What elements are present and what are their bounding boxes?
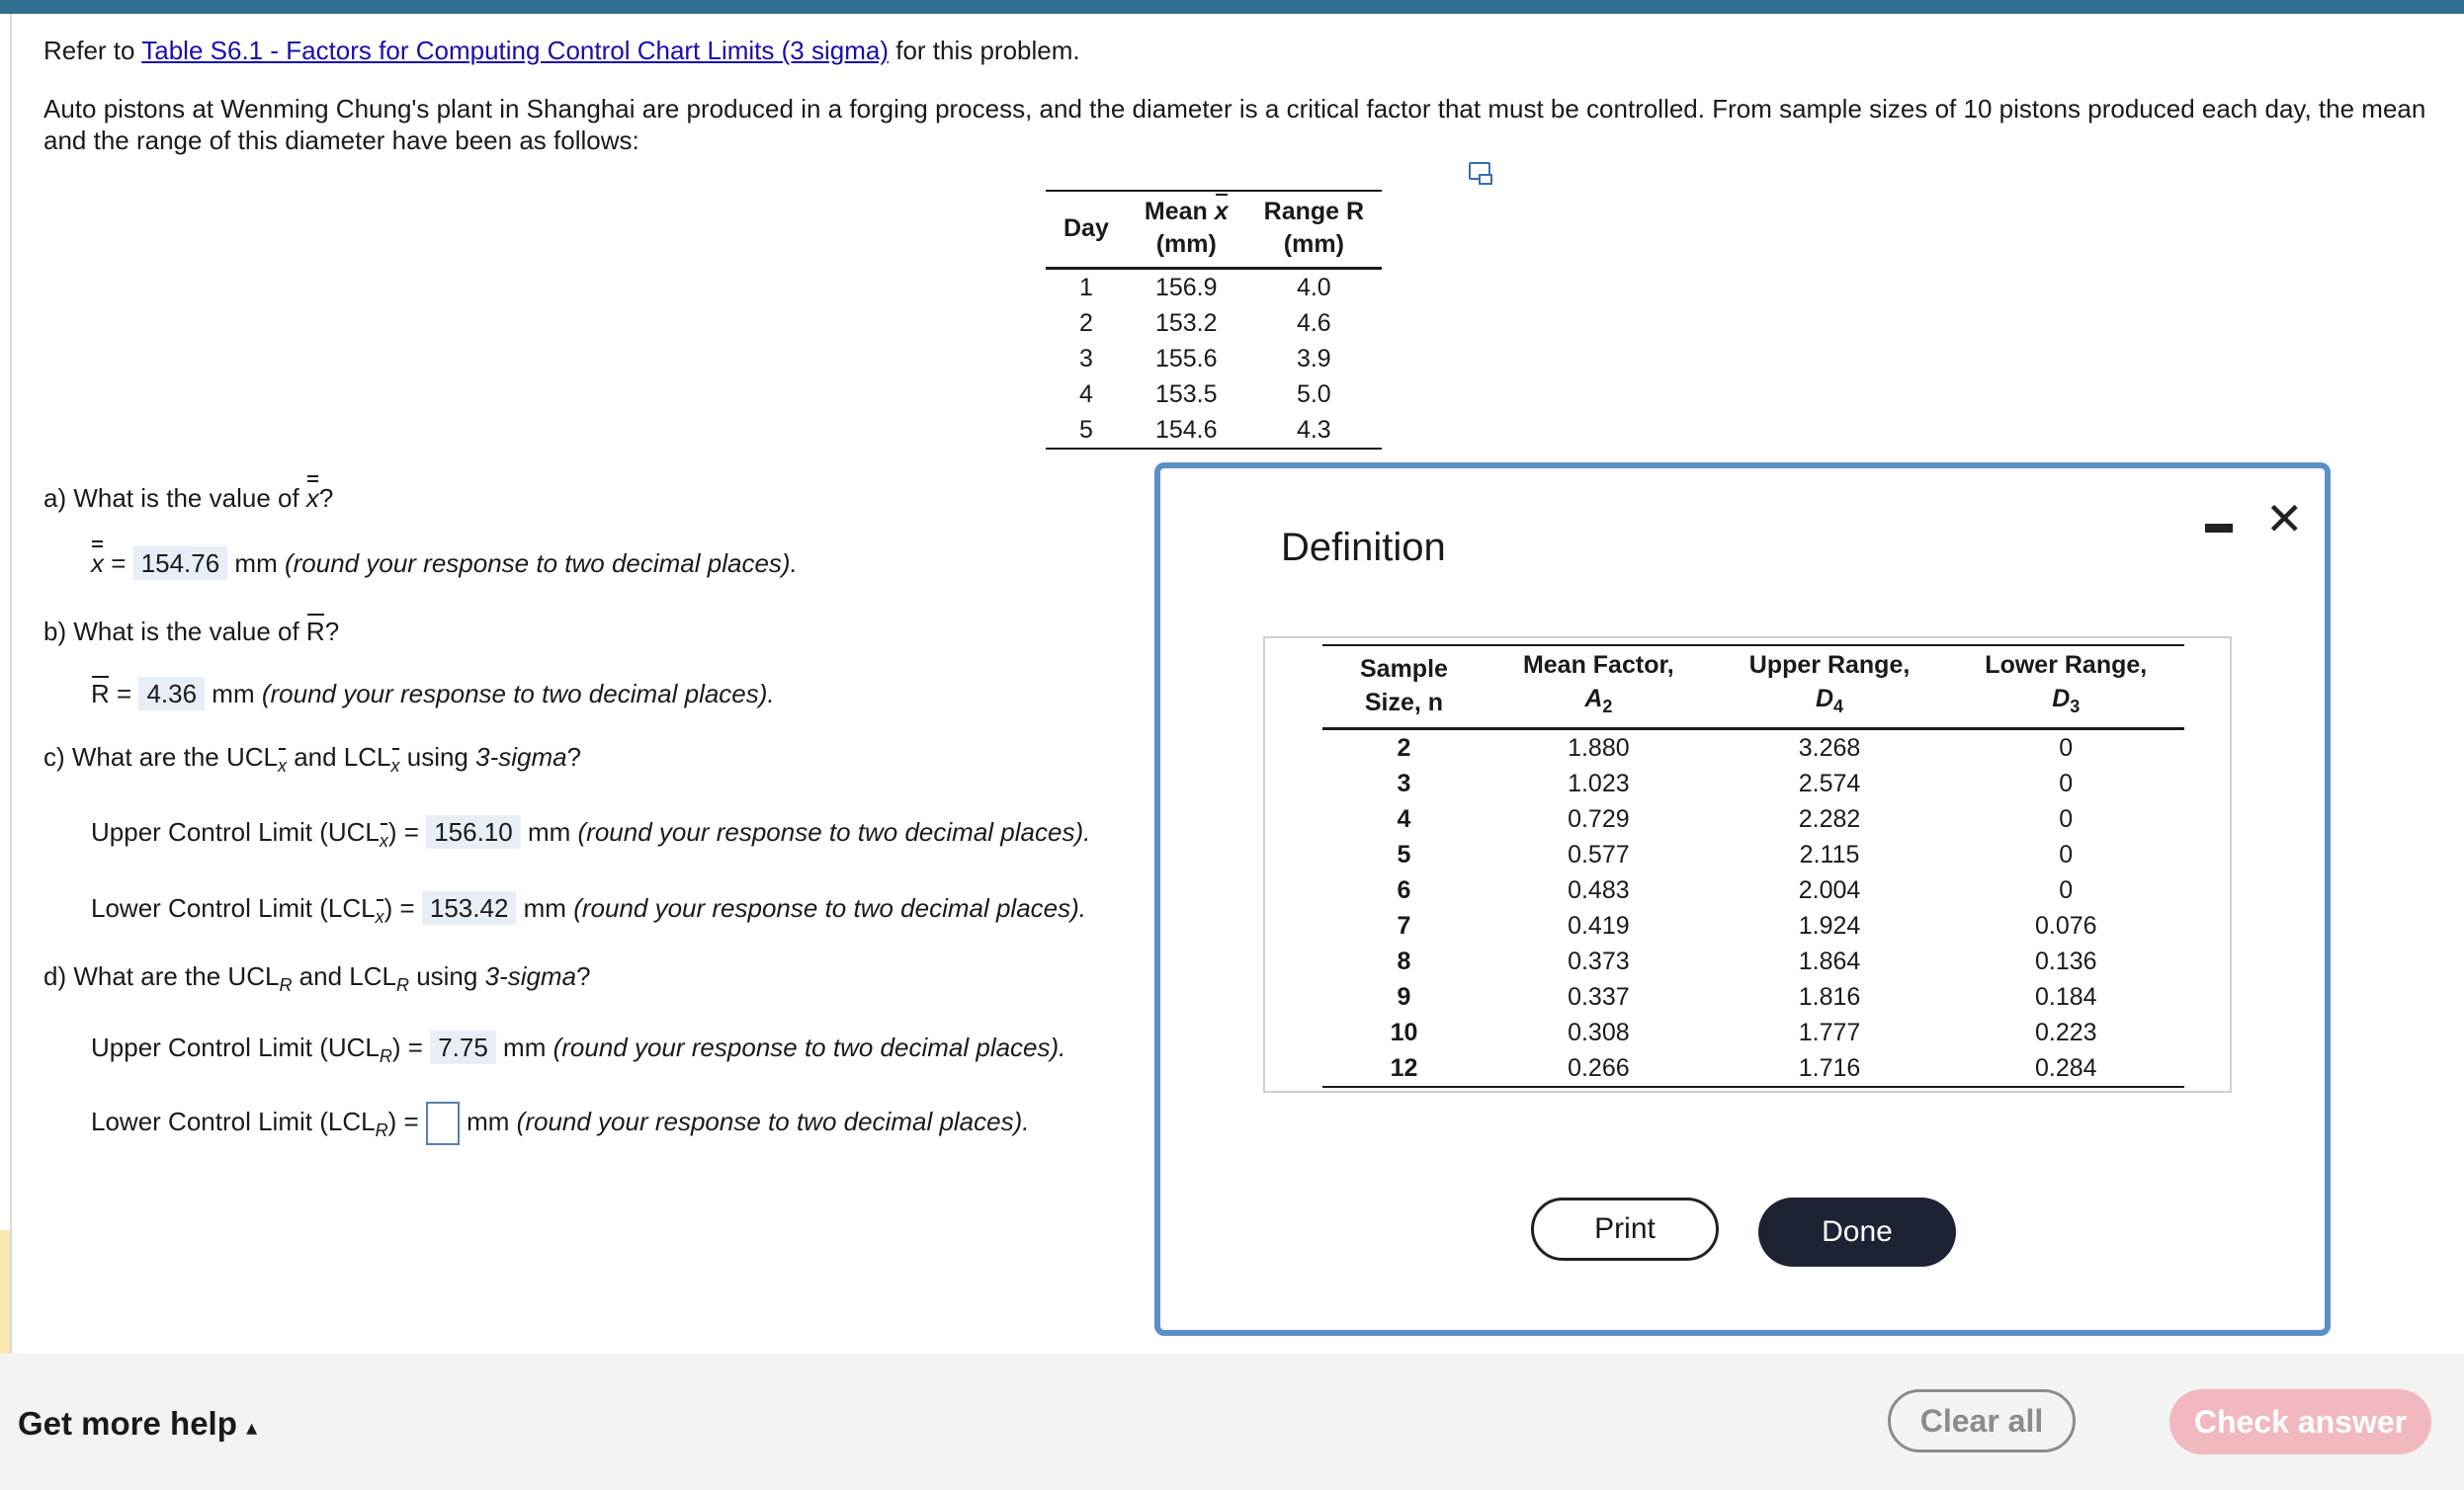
table-row xyxy=(1046,305,1382,341)
d3-h2: D xyxy=(2052,685,2071,712)
cell-a2: 0.577 xyxy=(1568,841,1630,869)
lcl-x-unit: mm xyxy=(523,893,566,923)
cell-day: 3 xyxy=(1078,345,1093,372)
close-icon[interactable]: ✕ xyxy=(2265,493,2304,544)
table-row xyxy=(1046,269,1382,306)
cell-d4: 2.574 xyxy=(1798,770,1861,797)
print-button[interactable]: Print xyxy=(1531,1198,1719,1261)
lcl-r-eq: = xyxy=(403,1106,419,1136)
lcl-x-hint: (round your response to two decimal places). xyxy=(573,893,1087,923)
qd-sub1: R xyxy=(279,975,293,995)
table-row xyxy=(1322,801,2184,837)
col-mean xyxy=(1127,191,1246,269)
aa-var: x xyxy=(91,548,104,578)
table-row xyxy=(1322,872,2184,908)
table-row xyxy=(1046,341,1382,376)
answer-c-ucl-line: Upper Control Limit (UCLx) = 156.10 mm (round your response to two decimal places). xyxy=(91,816,1090,857)
check-answer-button[interactable]: Check answer xyxy=(2169,1389,2431,1454)
problem-statement: Auto pistons at Wenming Chung's plant in Shanghai are produced in a forging process, and the diameter is a critical factor that must be controlled. From sample sizes of 10 pistons produced each day, the mean and the range of this diameter have been as follows: xyxy=(43,94,2426,155)
ucl-x-sub: x xyxy=(380,825,388,857)
qd-q: ? xyxy=(576,961,591,991)
cell-d4: 1.716 xyxy=(1712,1050,1948,1087)
cell-range: 4.6 xyxy=(1296,309,1331,337)
cell-d4: 1.864 xyxy=(1798,948,1861,975)
a2-h2: A xyxy=(1584,685,1603,712)
qb-var: R xyxy=(305,617,325,646)
cell-d4: 2.282 xyxy=(1798,805,1861,833)
mean-label: Mean xyxy=(1144,198,1208,225)
cell-a2: 0.483 xyxy=(1568,876,1630,904)
cell-n: 4 xyxy=(1397,805,1411,833)
ab-var: R xyxy=(91,679,110,708)
question-c xyxy=(43,741,581,782)
cell-n: 9 xyxy=(1397,983,1411,1011)
cell-d4: 1.924 xyxy=(1798,912,1861,940)
cell-mean: 153.2 xyxy=(1154,309,1218,337)
factor-table-box xyxy=(1263,636,2232,1093)
col-a2 xyxy=(1486,645,1712,729)
minimize-icon[interactable] xyxy=(2205,524,2233,533)
d4-h2: D xyxy=(1815,685,1834,712)
ucl-x-label: Upper Control Limit (UCL xyxy=(91,817,380,847)
cell-n: 7 xyxy=(1397,912,1411,940)
cell-a2: 0.266 xyxy=(1486,1050,1712,1087)
table-row xyxy=(1046,412,1382,449)
cell-mean: 155.6 xyxy=(1154,345,1218,372)
cell-range: 3.9 xyxy=(1296,345,1331,372)
col-d4 xyxy=(1712,645,1948,729)
cell-d3: 0 xyxy=(2059,734,2074,762)
range-label: Range R xyxy=(1263,198,1365,225)
cell-mean: 154.6 xyxy=(1127,412,1246,449)
lcl-r-label: Lower Control Limit (LCL xyxy=(91,1106,376,1136)
ucl-x-hint: (round your response to two decimal places). xyxy=(577,817,1091,847)
cell-n: 5 xyxy=(1397,841,1411,869)
qc-prompt-a: c) What are the UCL xyxy=(43,742,278,772)
col-d3 xyxy=(1947,645,2184,729)
definition-dialog xyxy=(1154,462,2331,1336)
qd-prompt-a: d) What are the UCL xyxy=(43,961,280,991)
cell-d4: 2.115 xyxy=(1799,841,1860,869)
qc-q: ? xyxy=(566,742,582,772)
left-divider xyxy=(10,14,12,1354)
cell-n: 8 xyxy=(1397,948,1411,975)
qc-sub1: x xyxy=(278,750,287,782)
n-h1: Sample xyxy=(1360,655,1448,683)
caret-up-icon: ▴ xyxy=(246,1415,258,1440)
qc-sub2: x xyxy=(391,750,400,782)
qc-sigma: 3-sigma xyxy=(475,742,567,772)
d3-sub: 3 xyxy=(2070,697,2081,716)
table-row xyxy=(1322,1050,2184,1087)
col-range xyxy=(1246,191,1382,269)
aa-unit: mm xyxy=(234,548,278,578)
cell-a2: 0.308 xyxy=(1568,1019,1630,1046)
col-sample-size xyxy=(1322,645,1486,729)
factor-table xyxy=(1322,644,2184,1088)
table-s6-link[interactable]: Table S6.1 - Factors for Computing Control Chart Limits (3 sigma) xyxy=(141,36,889,65)
cell-day: 2 xyxy=(1078,309,1093,337)
lcl-x-field[interactable]: 153.42 xyxy=(422,891,517,925)
expand-table-icon[interactable] xyxy=(1469,162,1490,180)
cell-d3: 0 xyxy=(2059,841,2074,869)
done-button[interactable]: Done xyxy=(1758,1198,1956,1267)
qd-prompt-c: using xyxy=(408,961,485,991)
cell-a2: 0.373 xyxy=(1568,948,1630,975)
refer-text: Refer to xyxy=(43,36,135,65)
d4-h1: Upper Range, xyxy=(1748,651,1911,679)
table-row xyxy=(1322,766,2184,801)
answer-d-lcl-line: Lower Control Limit $(LCL_R)$ = mm (round your response to two decimal places). xyxy=(91,1102,1029,1146)
table-row xyxy=(1322,837,2184,872)
lcl-r-input[interactable] xyxy=(426,1102,460,1145)
ucl-r-label: Upper Control Limit (UCL xyxy=(91,1033,380,1062)
d3-h1: Lower Range, xyxy=(1985,651,2148,679)
cell-mean: 153.5 xyxy=(1154,380,1218,408)
a2-sub: 2 xyxy=(1602,697,1613,716)
cell-d4: 2.004 xyxy=(1798,876,1861,904)
refer-suffix: for this problem. xyxy=(895,36,1080,65)
answer-b-line xyxy=(91,678,775,709)
cell-d3: 0.284 xyxy=(1947,1050,2184,1087)
range-unit: (mm) xyxy=(1283,230,1344,258)
cell-d3: 0.223 xyxy=(2034,1019,2097,1046)
cell-n: 10 xyxy=(1390,1019,1418,1046)
col-day: Day xyxy=(1046,191,1127,269)
cell-d3: 0.076 xyxy=(2034,912,2097,940)
cell-d3: 0.136 xyxy=(2034,948,2097,975)
ab-hint: (round your response to two decimal places). xyxy=(261,679,775,708)
table-row xyxy=(1322,729,2184,767)
n-h2: Size, n xyxy=(1364,689,1444,716)
cell-a2: 0.337 xyxy=(1568,983,1630,1011)
qa-var: x xyxy=(305,483,319,513)
cell-d3: 0 xyxy=(2059,770,2074,797)
lcl-x-eq: = xyxy=(399,893,415,923)
question-d xyxy=(43,960,591,1001)
a2-h1: Mean Factor, xyxy=(1522,651,1674,679)
answer-a-line xyxy=(91,547,798,579)
cell-d4: 1.816 xyxy=(1798,983,1861,1011)
table-row xyxy=(1322,979,2184,1015)
ucl-r-eq: = xyxy=(407,1033,423,1062)
aa-eq: = xyxy=(111,548,127,578)
refer-line xyxy=(43,35,1080,66)
cell-n: 12 xyxy=(1322,1050,1486,1087)
qd-prompt-b: and LCL xyxy=(292,961,396,991)
answer-a-field[interactable]: 154.76 xyxy=(133,546,228,580)
cell-day: 5 xyxy=(1046,412,1127,449)
ab-unit: mm xyxy=(212,679,255,708)
table-row xyxy=(1322,944,2184,979)
left-accent xyxy=(0,1230,10,1354)
answer-c-lcl-line: Lower Control Limit (LCLx) = 153.42 mm (round your response to two decimal places). xyxy=(91,892,1086,933)
cell-a2: 1.880 xyxy=(1568,734,1630,762)
ucl-r-hint: (round your response to two decimal places). xyxy=(552,1033,1066,1062)
cell-range: 4.3 xyxy=(1246,412,1382,449)
lcl-r-sub: R xyxy=(375,1119,388,1140)
qa-prompt: a) What is the value of xyxy=(43,483,306,513)
qa-q: ? xyxy=(318,483,334,513)
question-b xyxy=(43,616,339,647)
cell-a2: 1.023 xyxy=(1568,770,1630,797)
get-more-help-button[interactable] xyxy=(18,1405,257,1443)
ucl-x-field[interactable]: 156.10 xyxy=(426,815,521,849)
help-label: Get more help xyxy=(18,1405,237,1442)
cell-range: 4.0 xyxy=(1296,274,1331,301)
cell-a2: 0.729 xyxy=(1568,805,1630,833)
lcl-r-hint: (round your response to two decimal places). xyxy=(516,1106,1030,1136)
ucl-x-unit: mm xyxy=(527,817,571,847)
ucl-r-unit: mm xyxy=(503,1033,547,1062)
ab-eq: = xyxy=(117,679,132,708)
cell-day: 4 xyxy=(1078,380,1093,408)
cell-day: 1 xyxy=(1078,274,1093,301)
cell-d4: 3.268 xyxy=(1798,734,1861,762)
table-row xyxy=(1322,908,2184,944)
cell-d3: 0 xyxy=(2059,805,2074,833)
table-row xyxy=(1322,1015,2184,1050)
lcl-r-unit: mm xyxy=(467,1106,510,1136)
cell-n: 2 xyxy=(1397,734,1411,762)
cell-d4: 1.777 xyxy=(1798,1019,1861,1046)
piston-data-table xyxy=(1046,190,1382,450)
d4-sub: 4 xyxy=(1833,697,1844,716)
top-bar xyxy=(0,0,2464,14)
table-row xyxy=(1046,376,1382,412)
mean-unit: (mm) xyxy=(1155,230,1217,258)
qb-q: ? xyxy=(324,617,340,646)
lcl-x-label: Lower Control Limit (LCL xyxy=(91,893,376,923)
answer-d-ucl-line: Upper Control Limit $(UCL_R) = 7.75$ mm (round your response to two decimal places). xyxy=(91,1033,1066,1066)
qc-prompt-b: and LCL xyxy=(286,742,391,772)
cell-mean: 156.9 xyxy=(1154,274,1218,301)
footer-bar xyxy=(0,1354,2464,1490)
dialog-title: Definition xyxy=(1281,526,1446,569)
cell-range: 5.0 xyxy=(1296,380,1331,408)
clear-all-button[interactable]: Clear all xyxy=(1888,1389,2076,1452)
cell-d3: 0 xyxy=(2059,876,2074,904)
cell-n: 3 xyxy=(1397,770,1411,797)
lcl-x-sub: x xyxy=(376,901,384,933)
cell-d3: 0.184 xyxy=(2034,983,2097,1011)
qd-sigma: 3-sigma xyxy=(484,961,577,991)
ucl-r-field[interactable]: 7.75 xyxy=(430,1031,496,1064)
aa-hint: (round your response to two decimal places). xyxy=(284,548,798,578)
ucl-x-eq: = xyxy=(403,817,419,847)
qb-prompt: b) What is the value of xyxy=(43,617,306,646)
question-a xyxy=(43,482,333,514)
qc-prompt-c: using xyxy=(399,742,476,772)
ucl-r-sub: R xyxy=(379,1046,392,1066)
mean-var: x xyxy=(1215,196,1229,228)
qd-sub2: R xyxy=(395,975,409,995)
cell-n: 6 xyxy=(1397,876,1411,904)
cell-a2: 0.419 xyxy=(1568,912,1630,940)
answer-b-field[interactable]: 4.36 xyxy=(138,677,205,710)
